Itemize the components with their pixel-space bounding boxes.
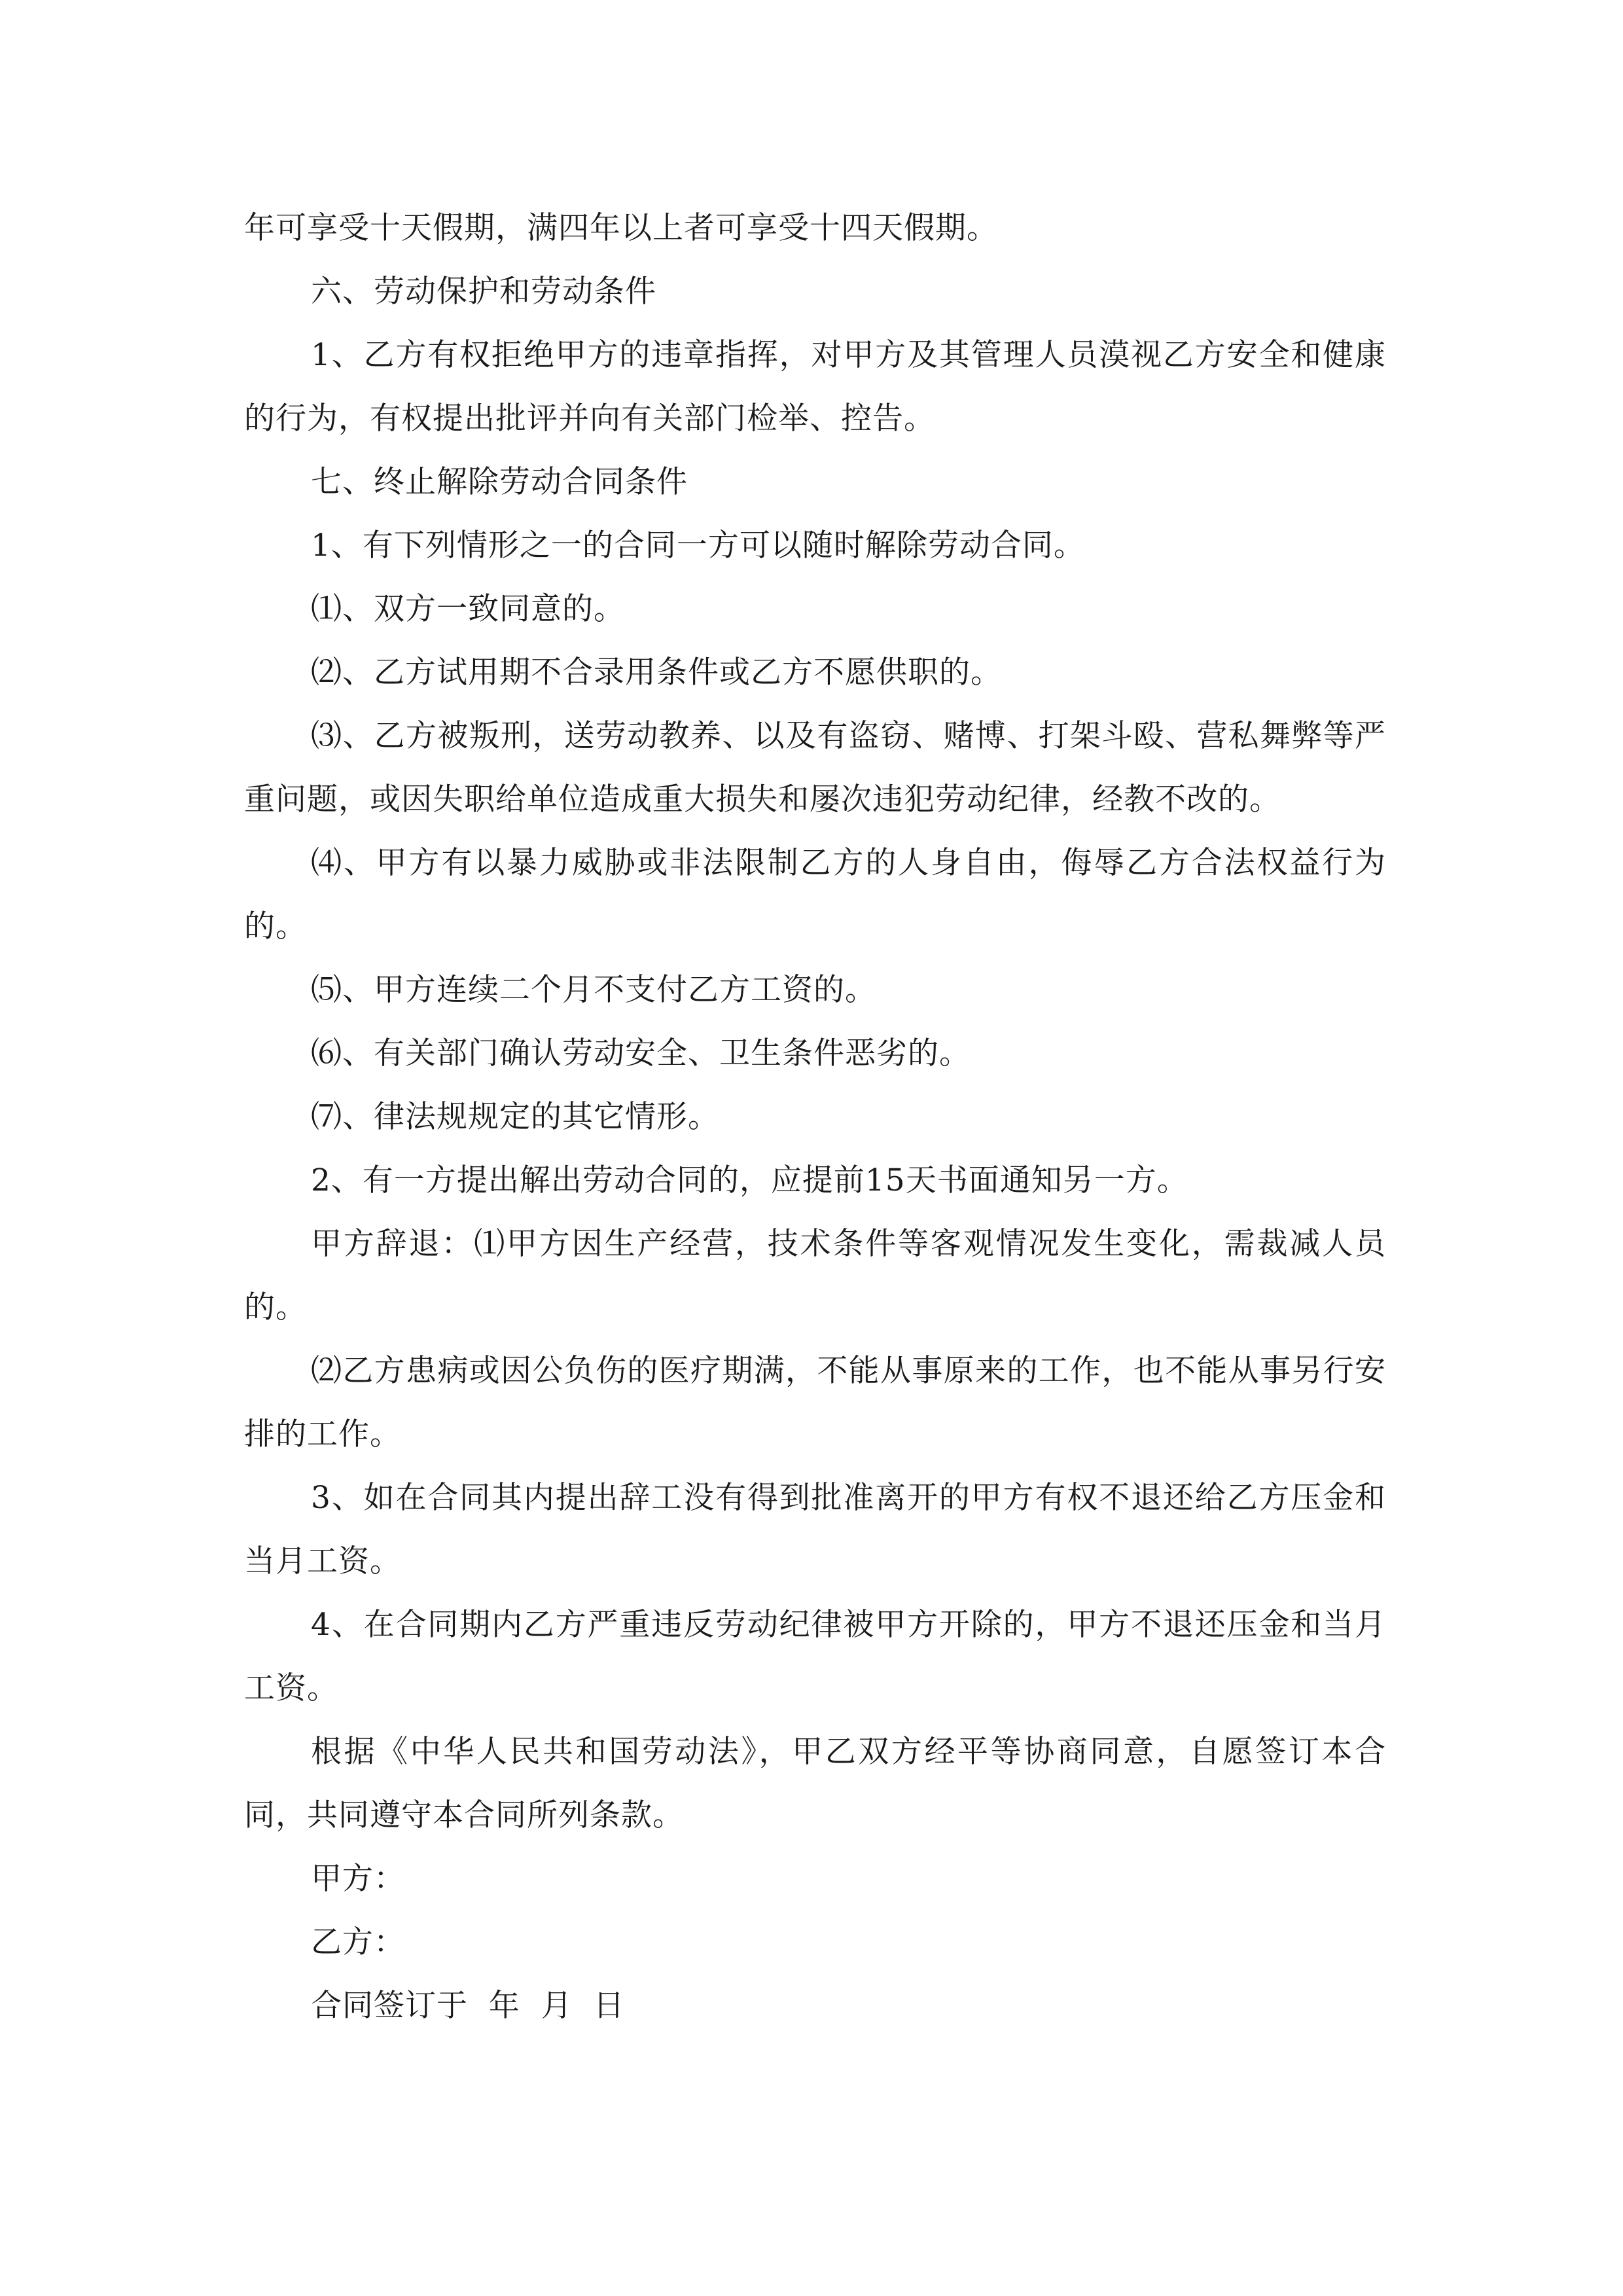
heading-termination-conditions: 七、终止解除劳动合同条件 bbox=[311, 464, 688, 500]
paragraph-vacation-tail: 年可享受十天假期，满四年以上者可享受十四天假期。 bbox=[244, 210, 998, 246]
list-item-7: ⑺、律法规规定的其它情形。 bbox=[311, 1099, 719, 1135]
paragraph-clause-4: 4、在合同期内乙方严重违反劳动纪律被甲方开除的，甲方不退还压金和当月工资。 bbox=[244, 1607, 1386, 1706]
paragraph-dismissal-2: ⑵乙方患病或因公负伤的医疗期满，不能从事原来的工作，也不能从事另行安排的工作。 bbox=[244, 1353, 1386, 1452]
signature-party-a: 甲方： bbox=[311, 1861, 405, 1897]
list-item-1: ⑴、双方一致同意的。 bbox=[311, 591, 625, 627]
list-item-2: ⑵、乙方试用期不合录用条件或乙方不愿供职的。 bbox=[311, 655, 1002, 691]
signature-party-b: 乙方： bbox=[311, 1924, 405, 1960]
heading-labor-protection: 六、劳动保护和劳动条件 bbox=[311, 274, 656, 310]
signature-date-line: 合同签订于 年 月 日 bbox=[311, 1988, 625, 2024]
document-body bbox=[244, 196, 1386, 2037]
list-item-5: ⑸、甲方连续二个月不支付乙方工资的。 bbox=[311, 972, 876, 1008]
paragraph-clause-3: 3、如在合同其内提出辞工没有得到批准离开的甲方有权不退还给乙方压金和当月工资。 bbox=[244, 1480, 1386, 1579]
paragraph-notice-period: 2、有一方提出解出劳动合同的，应提前15天书面通知另一方。 bbox=[311, 1162, 1188, 1198]
paragraph-dismissal-1: 甲方辞退：⑴甲方因生产经营，技术条件等客观情况发生变化，需裁减人员的。 bbox=[244, 1226, 1386, 1325]
paragraph-closing: 根据《中华人民共和国劳动法》，甲乙双方经平等协商同意，自愿签订本合同，共同遵守本合同所列条款。 bbox=[244, 1734, 1386, 1833]
paragraph-termination-intro: 1、有下列情形之一的合同一方可以随时解除劳动合同。 bbox=[311, 528, 1085, 564]
list-item-6: ⑹、有关部门确认劳动安全、卫生条件恶劣的。 bbox=[311, 1035, 971, 1071]
paragraph-refuse-violation: 1、乙方有权拒绝甲方的违章指挥，对甲方及其管理人员漠视乙方安全和健康的行为，有权提出批评并向有关部门检举、控告。 bbox=[244, 337, 1386, 437]
list-item-3: ⑶、乙方被叛刑，送劳动教养、以及有盗窃、赌博、打架斗殴、营私舞弊等严重问题，或因失职给单位造成重大损失和屡次违犯劳动纪律，经教不改的。 bbox=[244, 718, 1386, 817]
list-item-4: ⑷、甲方有以暴力威胁或非法限制乙方的人身自由，侮辱乙方合法权益行为的。 bbox=[244, 845, 1386, 944]
